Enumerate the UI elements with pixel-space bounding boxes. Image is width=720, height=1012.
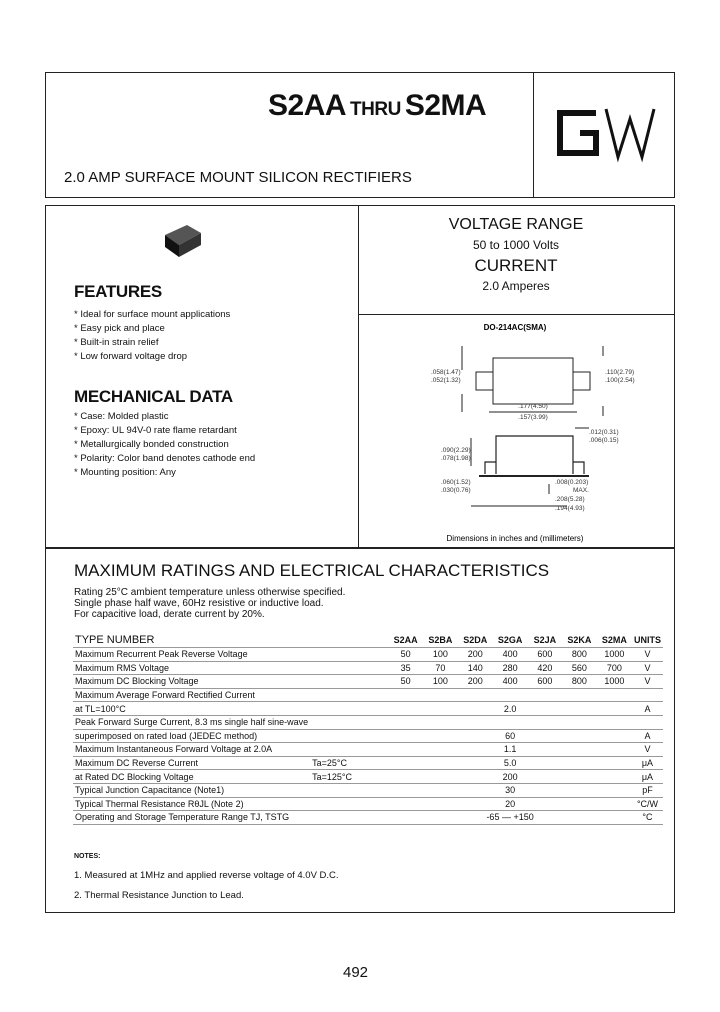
param-cell: superimposed on rated load (JEDEC method) [75,730,258,741]
subtitle: 2.0 AMP SURFACE MOUNT SILICON RECTIFIERS [64,169,412,186]
param-cell: Maximum Recurrent Peak Reverse Voltage [75,649,248,660]
page-title [268,89,486,123]
param-cell: Maximum DC Blocking Voltage [75,676,199,687]
page-number: 492 [343,964,369,981]
voltage-range-value: 50 to 1000 Volts [472,238,560,252]
title-part1: S2AA [268,89,347,122]
condition-cell [310,648,388,662]
param-cell: Operating and Storage Temperature Range TJ, TSTG [75,812,290,823]
dim-label: .157(3.99) [518,414,548,421]
electrical-heading: MAXIMUM RATINGS AND ELECTRICAL CHARACTERISTICS [74,561,550,580]
value-cell: 1000 [604,676,625,687]
table-row [73,715,663,729]
param-cell: Typical Thermal Resistance RθJL (Note 2) [75,798,244,809]
value-cell: 400 [502,649,518,660]
value-cell: 200 [467,649,483,660]
list-item: * Easy pick and place [74,323,165,334]
value-cell: 800 [571,676,587,687]
mechanical-list [74,410,255,480]
value-cell: 50 [400,676,411,687]
condition-cell [310,811,388,825]
column-header: S2DA [463,634,488,645]
dim-label: .208(5.28) [555,496,585,503]
dim-label: MAX. [573,487,589,494]
param-cell: Peak Forward Surge Current, 8.3 ms single half sine-wave [75,717,309,728]
value-cell: 140 [467,662,483,673]
unit-cell: °C [642,812,653,823]
condition-cell: Ta=25°C [312,758,347,769]
condition-text: Rating 25°C ambient temperature unless otherwise specified. [74,587,346,598]
value-cell [388,715,632,729]
condition-cell [310,783,388,797]
unit-cell: A [644,730,651,741]
value-cell: 35 [400,662,411,673]
list-item: * Case: Molded plastic [74,411,169,422]
mechanical-heading: MECHANICAL DATA [74,387,233,406]
unit-cell: pF [642,785,653,796]
condition-cell [310,688,388,702]
dim-label: .008(0.203) [555,479,589,486]
type-number-header: TYPE NUMBER [75,633,155,646]
condition-text: For capacitive load, derate current by 20%. [74,609,265,620]
diode-package-icon [161,221,203,261]
dim-label: .194(4.93) [555,505,585,512]
title-thru: THRU [350,99,401,120]
table-row [73,661,663,675]
dim-label: .052(1.32) [431,377,461,384]
horizontal-divider [358,314,674,315]
list-item: * Metallurgically bonded construction [74,439,229,450]
table-row [73,743,663,757]
value-cell: 1000 [604,649,625,660]
dim-label: .060(1.52) [441,479,471,486]
unit-cell: V [644,744,651,755]
param-cell: Maximum DC Reverse Current [75,758,199,769]
table-row [73,729,663,743]
param-cell: Maximum Instantaneous Forward Voltage at 2.0A [75,744,273,755]
value-cell: 200 [467,676,483,687]
unit-cell: A [644,703,651,714]
unit-cell: V [644,649,651,660]
current-heading: CURRENT [474,256,558,275]
param-cell: Typical Junction Capacitance (Note1) [75,785,225,796]
value-cell: 400 [502,676,518,687]
table-header-row [73,632,663,648]
current-value: 2.0 Amperes [482,279,550,293]
dim-label: .100(2.54) [605,377,635,384]
value-cell: 280 [502,662,518,673]
table-row [73,702,663,716]
package-label: DO-214AC(SMA) [483,323,547,332]
value-cell: 20 [505,798,516,809]
unit-cell: μA [641,771,654,782]
value-cell: 420 [537,662,553,673]
value-cell: 60 [505,730,516,741]
value-cell: 5.0 [503,758,517,769]
list-item: * Ideal for surface mount applications [74,309,231,320]
table-row [73,770,663,784]
units-header: UNITS [633,634,661,645]
param-cell: Maximum RMS Voltage [75,662,170,673]
notes-heading: NOTES: [74,853,101,860]
column-header: S2BA [428,634,453,645]
value-cell: 100 [432,676,448,687]
value-cell: 1.1 [503,744,517,755]
list-item: * Mounting position: Any [74,467,176,478]
dim-label: .030(0.76) [441,487,471,494]
gw-logo [554,103,664,163]
table-row [73,688,663,702]
list-item: * Built-in strain relief [74,337,159,348]
table-row [73,648,663,662]
dim-label: .078(1.98) [441,455,471,462]
value-cell: 600 [537,649,553,660]
note-item: 2. Thermal Resistance Junction to Lead. [74,890,244,901]
condition-cell [310,729,388,743]
condition-cell: Ta=125°C [312,771,352,782]
dim-label: .090(2.29) [441,447,471,454]
condition-cell [310,797,388,811]
value-cell: 30 [505,785,516,796]
unit-cell: V [644,676,651,687]
voltage-range-heading: VOLTAGE RANGE [448,216,584,233]
param-cell: at TL=100°C [75,703,126,714]
value-cell: 800 [571,649,587,660]
column-header: S2AA [393,634,418,645]
title-part2: S2MA [404,89,487,122]
unit-cell [632,715,663,729]
table-row [73,756,663,770]
features-list [74,308,230,364]
condition-cell [310,715,388,729]
value-cell: 560 [571,662,587,673]
value-cell: 50 [400,649,411,660]
list-item: * Polarity: Color band denotes cathode end [74,453,256,464]
unit-cell: V [644,662,651,673]
condition-cell [310,702,388,716]
condition-cell [310,661,388,675]
dim-label: .006(0.15) [589,437,619,444]
value-cell [388,688,632,702]
table-row [73,811,663,825]
info-box [45,205,675,548]
specs-table [73,632,663,825]
unit-cell: μA [641,758,654,769]
header-box [45,72,675,198]
column-header: S2KA [567,634,592,645]
table-row [73,797,663,811]
param-cell: at Rated DC Blocking Voltage [75,771,194,782]
column-header: S2GA [497,634,523,645]
package-dimension-diagram [359,316,674,546]
header-divider [533,73,534,197]
value-cell: 2.0 [503,703,517,714]
unit-cell: °C/W [636,798,659,809]
param-cell: Maximum Average Forward Rectified Current [75,690,255,701]
column-header: S2JA [533,634,557,645]
diagram-caption: Dimensions in inches and (millimeters) [446,534,584,543]
note-item: 1. Measured at 1MHz and applied reverse voltage of 4.0V D.C. [74,870,339,881]
list-item: * Low forward voltage drop [74,351,188,362]
dim-label: .177(4.50) [518,403,548,410]
condition-cell [310,743,388,757]
table-row [73,783,663,797]
value-cell: 600 [537,676,553,687]
value-cell: 200 [502,771,518,782]
value-cell: 700 [606,662,622,673]
list-item: * Epoxy: UL 94V-0 rate flame retardant [74,425,237,436]
unit-cell [632,688,663,702]
value-cell: -65 — +150 [486,812,534,823]
column-header: S2MA [601,634,627,645]
dim-label: .012(0.31) [589,429,619,436]
condition-text: Single phase half wave, 60Hz resistive or inductive load. [74,598,324,609]
features-heading: FEATURES [74,282,162,301]
table-row [73,675,663,689]
condition-cell [310,675,388,689]
value-cell: 100 [432,649,448,660]
electrical-box [45,548,675,913]
dim-label: .110(2.79) [605,369,635,376]
value-cell: 70 [435,662,446,673]
dim-label: .058(1.47) [431,369,461,376]
